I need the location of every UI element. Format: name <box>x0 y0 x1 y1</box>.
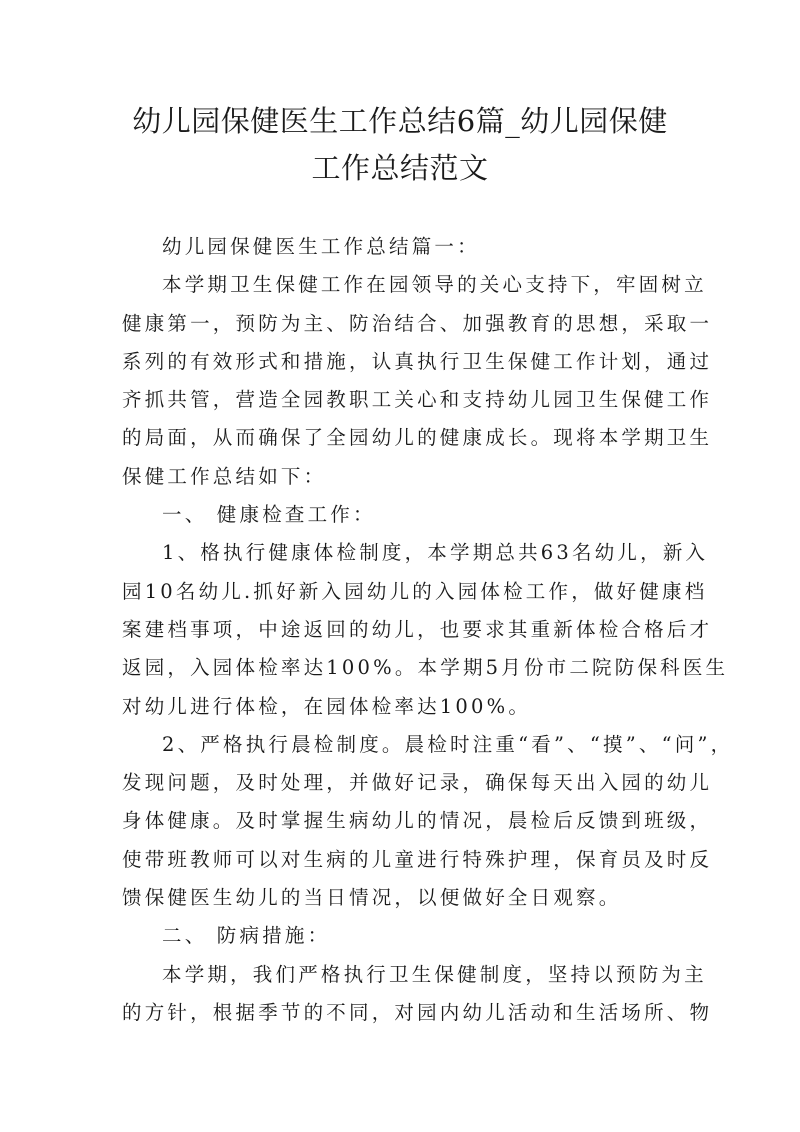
paragraph-line: 的方针，根据季节的不同，对园内幼儿活动和生活场所、物 <box>122 1000 713 1024</box>
paragraph-line: 2、严格执行晨检制度。晨检时注重“看”、“摸”、“问”， <box>162 732 734 756</box>
paragraph-line: 使带班教师可以对生病的儿童进行特殊护理，保育员及时反 <box>122 847 713 871</box>
paragraph-line: 案建档事项，中途返回的幼儿，也要求其重新体检合格后才 <box>122 617 713 641</box>
paragraph-line: 保健工作总结如下： <box>122 464 327 488</box>
section-heading: 一、 健康检查工作： <box>162 503 376 527</box>
title-line: 工作总结范文 <box>311 151 489 185</box>
paragraph-line: 系列的有效形式和措施，认真执行卫生保健工作计划，通过 <box>122 349 713 373</box>
paragraph-line: 健康第一，预防为主、防治结合、加强教育的思想，采取一 <box>122 311 713 335</box>
document-body <box>122 228 734 1032</box>
document-title <box>100 98 700 192</box>
paragraph-line: 馈保健医生幼儿的当日情况，以便做好全日观察。 <box>122 886 622 910</box>
paragraph-line: 对幼儿进行体检，在园体检率达100%。 <box>122 694 532 718</box>
paragraph-line: 1、格执行健康体检制度，本学期总共63名幼儿，新入 <box>162 541 709 565</box>
section-heading: 幼儿园保健医生工作总结篇一： <box>162 235 480 258</box>
paragraph-line: 齐抓共管，营造全园教职工关心和支持幼儿园卫生保健工作 <box>122 388 713 412</box>
title-line: 幼儿园保健医生工作总结6篇_幼儿园保健 <box>132 104 668 138</box>
section-heading: 二、 防病措施： <box>162 924 331 948</box>
paragraph-line: 本学期卫生保健工作在园领导的关心支持下，牢固树立 <box>162 273 707 297</box>
paragraph-line: 的局面，从而确保了全园幼儿的健康成长。现将本学期卫生 <box>122 426 713 450</box>
paragraph-line: 园10名幼儿.抓好新入园幼儿的入园体检工作，做好健康档 <box>122 579 708 603</box>
paragraph-line: 本学期，我们严格执行卫生保健制度，坚持以预防为主 <box>162 962 707 986</box>
paragraph-line: 身体健康。及时掌握生病幼儿的情况，晨检后反馈到班级， <box>122 809 713 833</box>
paragraph-line: 发现问题，及时处理，并做好记录，确保每天出入园的幼儿 <box>122 771 713 795</box>
paragraph-line: 返园，入园体检率达100%。本学期5月份市二院防保科医生 <box>122 656 729 680</box>
